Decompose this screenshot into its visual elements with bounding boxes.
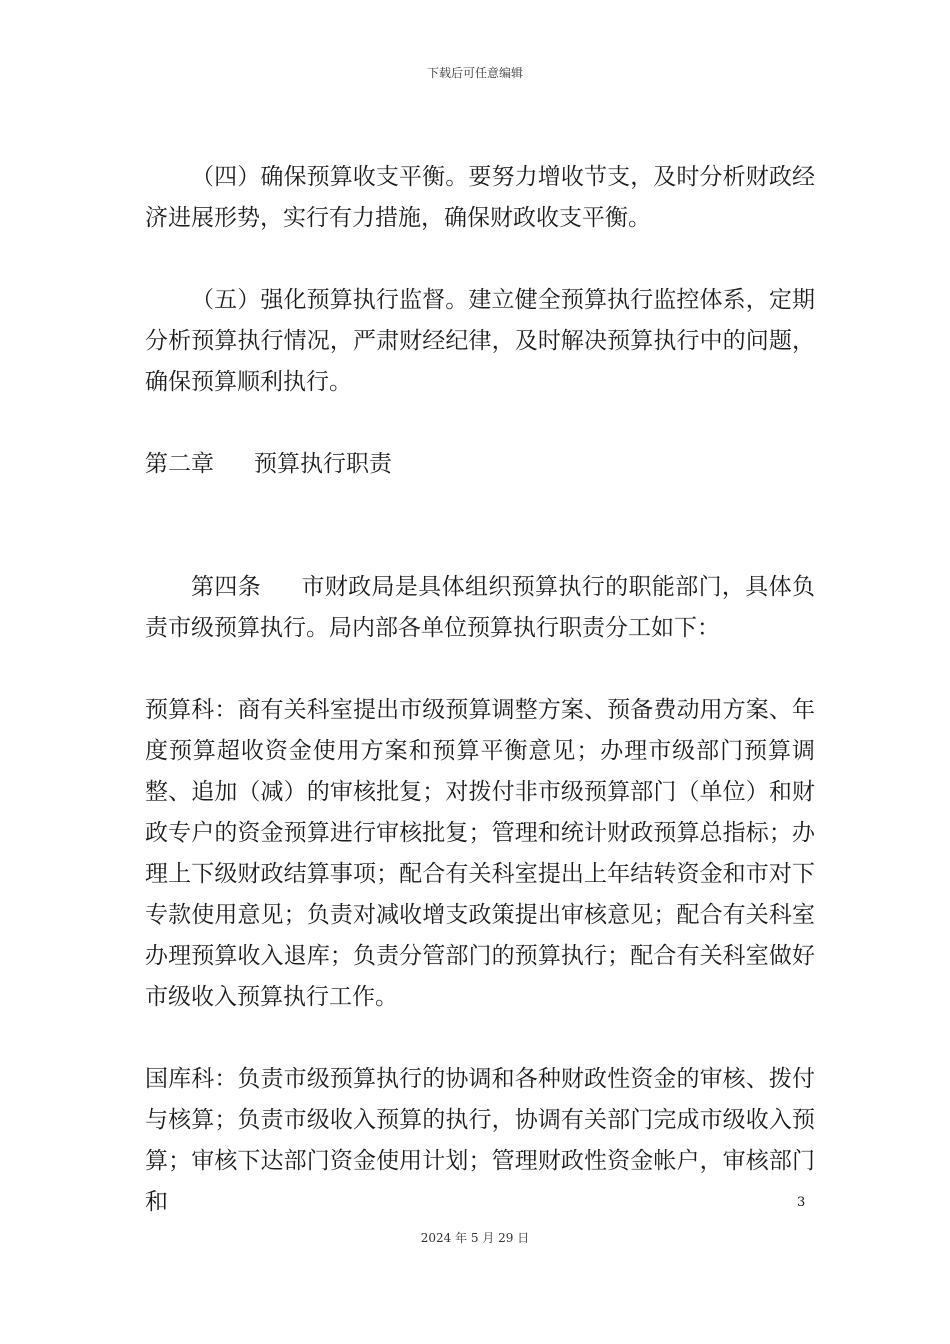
article-text: 市财政局是具体组织预算执行的职能部门，具体负责市级预算执行。局内部各单位预算执行职责分工如下： bbox=[145, 574, 816, 641]
document-body bbox=[145, 157, 815, 1223]
chapter-title: 预算执行职责 bbox=[254, 451, 392, 477]
section-budget-office: 预算科：商有关科室提出市级预算调整方案、预备费动用方案、年度预算超收资金使用方案和预算平衡意见；办理市级部门预算调整、追加（减）的审核批复；对拨付非市级预算部门（单位）和财政专户的资金预算进行审核批复；管理和统计财政预算总指标；办理上下级财政结算事项；配合有关科室提出上年结转资金和市对下专款使用意见；负责对减收增支政策提出审核意见；配合有关科室办理预算收入退库；负责分管部门的预算执行；配合有关科室做好市级收入预算执行工作。 bbox=[145, 697, 815, 1010]
chapter-heading bbox=[145, 444, 815, 485]
paragraph-4: （四）确保预算收支平衡。要努力增收节支，及时分析财政经济进展形势，实行有力措施，确保财政收支平衡。 bbox=[145, 164, 815, 231]
paragraph-5: （五）强化预算执行监督。建立健全预算执行监控体系，定期分析预算执行情况，严肃财经纪律，及时解决预算执行中的问题，确保预算顺利执行。 bbox=[145, 287, 815, 395]
page-number: 3 bbox=[797, 1195, 806, 1210]
section-treasury-office: 国库科：负责市级预算执行的协调和各种财政性资金的审核、拨付与核算；负责市级收入预算的执行，协调有关部门完成市级收入预算；审核下达部门资金使用计划；管理财政性资金帐户，审核部门和 bbox=[145, 1066, 815, 1215]
article-number: 第四条 bbox=[191, 574, 262, 600]
article-4 bbox=[145, 567, 815, 649]
page-header: 下载后可任意编辑 bbox=[426, 66, 523, 80]
chapter-number: 第二章 bbox=[145, 451, 214, 477]
page-footer-date: 2024 年 5 月 29 日 bbox=[420, 1231, 530, 1245]
